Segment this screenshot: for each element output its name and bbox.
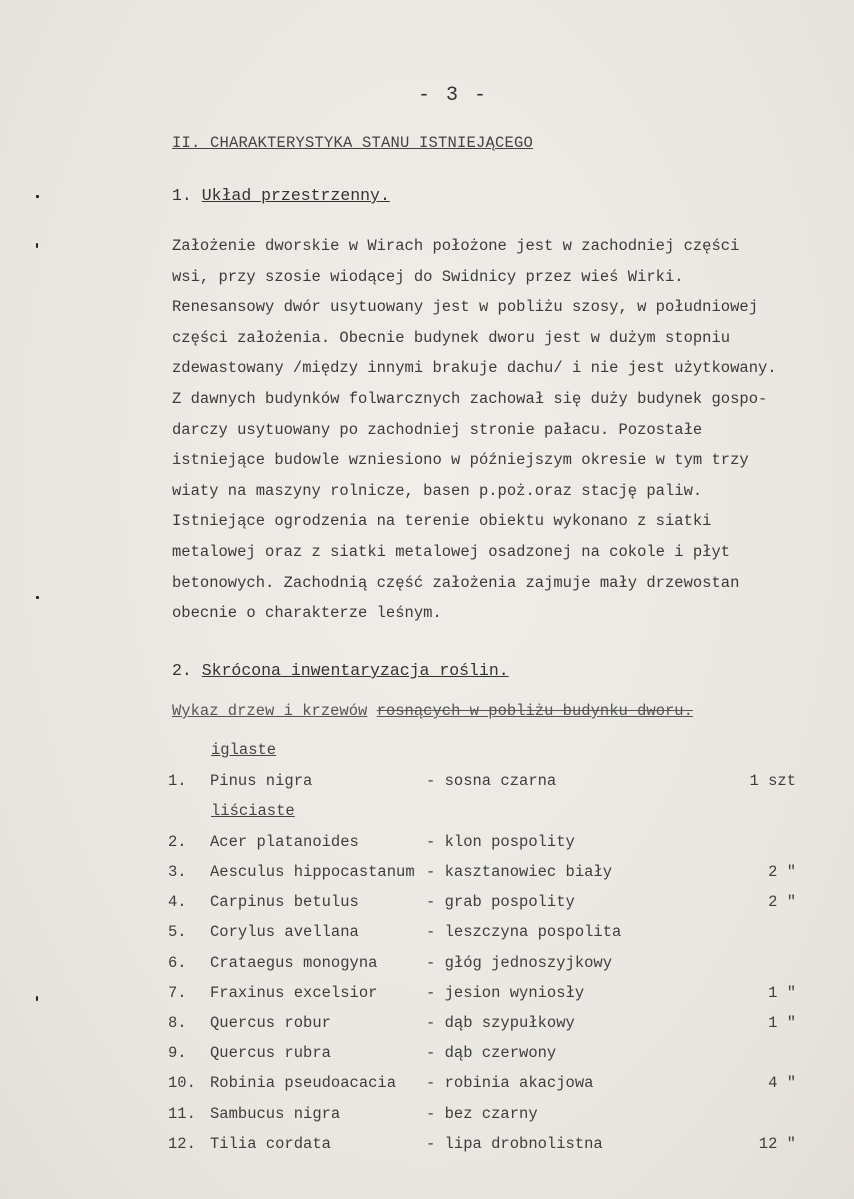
plant-polish-name: - głóg jednoszyjkowy [426, 954, 613, 972]
plant-row [168, 1044, 808, 1068]
chapter-heading: II. CHARAKTERYSTYKA STANU ISTNIEJĄCEGO [172, 134, 534, 152]
category-deciduous: liściaste [211, 802, 295, 820]
plant-row [168, 923, 808, 947]
plant-latin-name: Pinus nigra [210, 772, 313, 790]
plant-row [168, 1074, 808, 1098]
margin-mark [36, 596, 39, 599]
plant-number: 10. [168, 1074, 196, 1092]
plant-polish-name: - jesion wyniosły [426, 984, 585, 1002]
plant-polish-name: - dąb szypułkowy [426, 1014, 575, 1032]
paragraph-line: wsi, przy szosie wiodącej do Swidnicy przez wieś Wirki. [172, 267, 684, 286]
plant-number: 3. [168, 863, 187, 881]
plant-row [168, 893, 808, 917]
plant-quantity: 1 szt [749, 772, 796, 790]
plant-quantity: 2 " [768, 893, 796, 911]
plant-latin-name: Carpinus betulus [210, 893, 359, 911]
plant-quantity: 1 " [768, 984, 796, 1002]
paragraph-line: Założenie dworskie w Wirach położone jest w zachodniej części [172, 237, 740, 255]
plant-row [168, 833, 808, 857]
section-1-number: 1. [172, 186, 192, 205]
plant-latin-name: Quercus rubra [210, 1044, 331, 1062]
plant-latin-name: Sambucus nigra [210, 1105, 341, 1123]
plant-polish-name: - dąb czerwony [426, 1044, 557, 1062]
paragraph-line: metalowej oraz z siatki metalowej osadzonej na cokole i płyt [172, 542, 731, 561]
plant-row [168, 1105, 808, 1129]
plant-polish-name: - kasztanowiec biały [426, 863, 613, 881]
paragraph-line: Z dawnych budynków folwarcznych zachował się duży budynek gospo- [172, 389, 768, 408]
plant-row [168, 984, 808, 1008]
plant-number: 7. [168, 984, 187, 1002]
plant-polish-name: - sosna czarna [426, 772, 557, 790]
paragraph-line: obecnie o charakterze leśnym. [172, 604, 442, 623]
plant-polish-name: - leszczyna pospolita [426, 923, 622, 941]
plant-number: 1. [168, 772, 187, 790]
plant-polish-name: - lipa drobnolistna [426, 1135, 603, 1153]
plant-row [168, 772, 808, 796]
paragraph-line: istniejące budowle wzniesiono w późniejszym okresie w tym trzy [172, 451, 749, 470]
plant-number: 5. [168, 923, 187, 941]
plant-number: 4. [168, 893, 187, 911]
plant-row [168, 1014, 808, 1038]
plant-latin-name: Robinia pseudoacacia [210, 1074, 397, 1092]
section-2-title: Skrócona inwentaryzacja roślin. [201, 661, 509, 680]
margin-mark [36, 195, 39, 198]
paragraph-line: wiaty na maszyny rolnicze, basen p.poż.oraz stację paliw. [172, 481, 703, 500]
description-paragraph [172, 231, 852, 629]
plant-number: 11. [168, 1105, 196, 1123]
plant-number: 2. [168, 833, 187, 851]
plant-latin-name: Tilia cordata [210, 1135, 331, 1153]
plant-quantity: 1 " [768, 1014, 796, 1032]
plant-polish-name: - grab pospolity [426, 893, 575, 911]
paragraph-line: betonowych. Zachodnią część założenia zajmuje mały drzewostan [172, 573, 740, 592]
plant-row [168, 863, 808, 887]
paragraph-line: zdewastowany /między innymi brakuje dachu/ i nie jest użytkowany. [172, 359, 777, 378]
category-conifers: iglaste [211, 741, 277, 759]
paragraph-line: Renesansowy dwór usytuowany jest w pobliżu szosy, w południowej [172, 298, 758, 317]
plant-number: 6. [168, 954, 187, 972]
plant-latin-name: Crataegus monogyna [210, 954, 378, 972]
plant-polish-name: - robinia akacjowa [426, 1074, 594, 1092]
paragraph-line: części założenia. Obecnie budynek dworu jest w dużym stopniu [172, 328, 731, 347]
plant-latin-name: Corylus avellana [210, 923, 359, 941]
plant-quantity: 2 " [768, 863, 796, 881]
plant-latin-name: Fraxinus excelsior [210, 984, 378, 1002]
plant-polish-name: - bez czarny [426, 1105, 538, 1123]
plant-number: 8. [168, 1014, 187, 1032]
section-2-heading [172, 661, 509, 680]
list-intro-struck-text: rosnących w pobliżu budynku dworu. [376, 702, 693, 720]
list-intro [172, 702, 693, 720]
margin-mark [36, 996, 38, 1001]
plant-number: 12. [168, 1135, 196, 1153]
paragraph-line: Istniejące ogrodzenia na terenie obiektu wykonano z siatki [172, 512, 712, 531]
plant-number: 9. [168, 1044, 187, 1062]
plant-row [168, 1135, 808, 1159]
plant-latin-name: Quercus robur [210, 1014, 331, 1032]
margin-mark [36, 243, 38, 248]
section-2-number: 2. [172, 661, 192, 680]
plant-row [168, 954, 808, 978]
page-number: - 3 - [418, 84, 489, 107]
section-1-heading [172, 186, 390, 205]
paragraph-line: darczy usytuowany po zachodniej stronie pałacu. Pozostałe [172, 420, 703, 439]
plant-quantity: 12 " [758, 1135, 796, 1153]
list-intro-prefix: Wykaz drzew i krzewów [172, 702, 368, 720]
plant-latin-name: Aesculus hippocastanum [210, 863, 415, 881]
plant-latin-name: Acer platanoides [210, 833, 359, 851]
section-1-title: Układ przestrzenny. [201, 186, 390, 205]
plant-polish-name: - klon pospolity [426, 833, 575, 851]
plant-quantity: 4 " [768, 1074, 796, 1092]
